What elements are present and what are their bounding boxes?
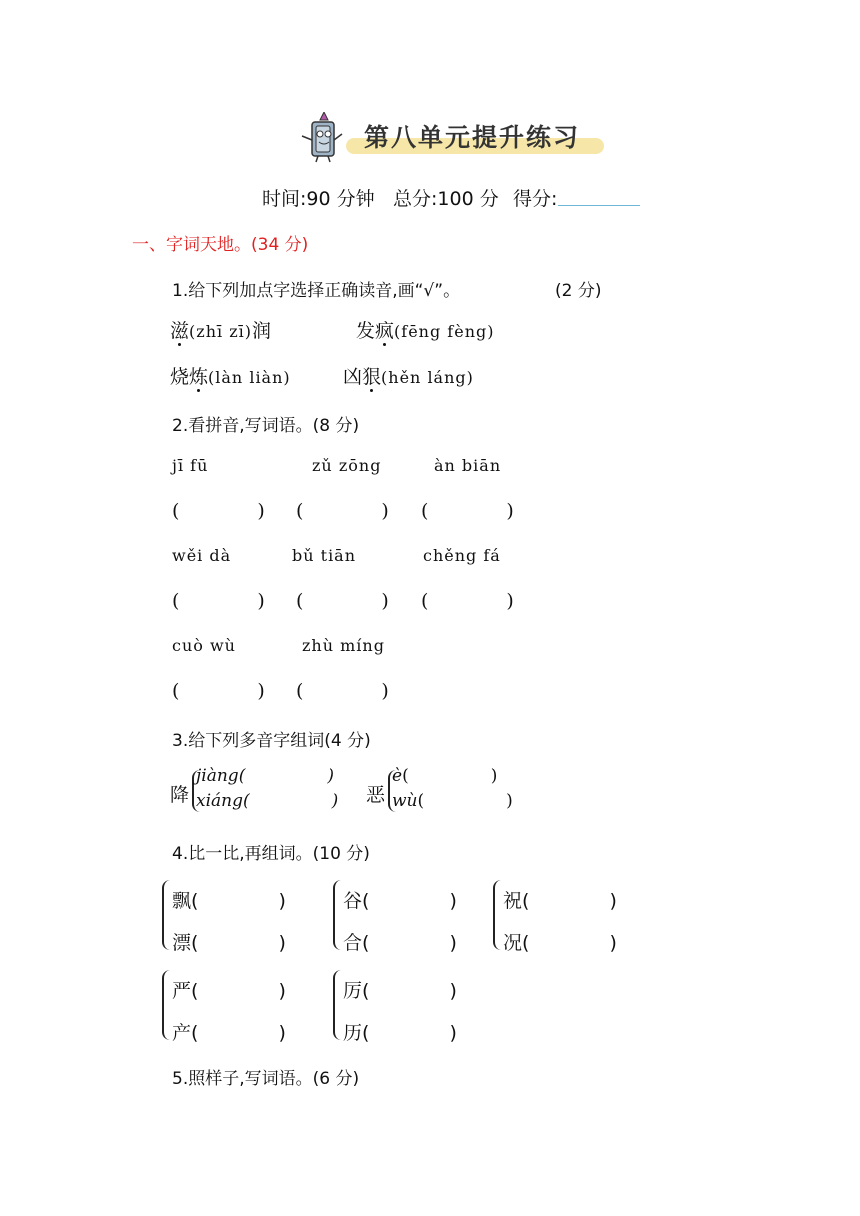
answer-blank[interactable]: ( ) — [296, 680, 389, 702]
brace — [333, 970, 343, 1040]
q1-item-1[interactable]: 滋(zhī zī)润 — [170, 320, 271, 342]
compare-group-4-top[interactable]: 严( ) — [172, 980, 286, 1002]
pinyin-3: àn biān — [434, 456, 502, 475]
time-info: 时间:90 分钟 — [262, 188, 375, 210]
question-4-title: 4.比一比,再组词。(10 分) — [172, 844, 370, 864]
question-1-points: (2 分) — [555, 281, 602, 301]
question-3-title: 3.给下列多音字组词(4 分) — [172, 731, 371, 751]
compare-group-3-bottom[interactable]: 况( ) — [503, 932, 617, 954]
q1-item-3[interactable]: 烧炼(làn liàn) — [170, 366, 291, 388]
pinyin-2: zǔ zōng — [312, 456, 382, 475]
q3-row-2b[interactable]: wù( ) — [392, 791, 513, 811]
brace — [333, 880, 343, 950]
score-blank[interactable] — [558, 205, 640, 206]
question-2-title: 2.看拼音,写词语。(8 分) — [172, 416, 360, 436]
q1-item-2[interactable]: 发疯(fēng fèng) — [356, 320, 495, 342]
q3-row-1a[interactable]: jiàng( ) — [196, 766, 334, 786]
q3-row-2a[interactable]: è( ) — [392, 766, 498, 786]
pinyin-7: cuò wù — [172, 636, 236, 655]
compare-group-3-top[interactable]: 祝( ) — [503, 890, 617, 912]
section-heading: 一、字词天地。(34 分) — [132, 235, 309, 255]
compare-group-5-top[interactable]: 厉( ) — [343, 980, 457, 1002]
question-1-title: 1.给下列加点字选择正确读音,画“√”。 — [172, 281, 461, 301]
answer-blank[interactable]: ( ) — [421, 500, 514, 522]
answer-blank[interactable]: ( ) — [172, 500, 265, 522]
answer-blank[interactable]: ( ) — [172, 590, 265, 612]
brace — [493, 880, 503, 950]
question-5-title: 5.照样子,写词语。(6 分) — [172, 1069, 360, 1089]
score-label: 得分: — [513, 188, 558, 210]
book-mascot-icon — [298, 112, 344, 164]
pinyin-4: wěi dà — [172, 546, 232, 565]
title-banner — [298, 112, 608, 164]
polyphone-char-1: 降 — [170, 784, 190, 806]
total-info: 总分:100 分 — [393, 188, 499, 210]
compare-group-5-bottom[interactable]: 历( ) — [343, 1022, 457, 1044]
answer-blank[interactable]: ( ) — [421, 590, 514, 612]
polyphone-char-2: 恶 — [366, 784, 386, 806]
brace — [162, 970, 172, 1040]
answer-blank[interactable]: ( ) — [172, 680, 265, 702]
page-title: 第八单元提升练习 — [364, 123, 581, 152]
compare-group-2-top[interactable]: 谷( ) — [343, 890, 457, 912]
answer-blank[interactable]: ( ) — [296, 500, 389, 522]
compare-group-2-bottom[interactable]: 合( ) — [343, 932, 457, 954]
compare-group-1-bottom[interactable]: 漂( ) — [172, 932, 286, 954]
brace — [162, 880, 172, 950]
q1-item-4[interactable]: 凶狠(hěn láng) — [343, 366, 474, 388]
pinyin-6: chěng fá — [423, 546, 501, 565]
compare-group-1-top[interactable]: 飘( ) — [172, 890, 286, 912]
answer-blank[interactable]: ( ) — [296, 590, 389, 612]
q3-row-1b[interactable]: xiáng( ) — [196, 791, 339, 811]
pinyin-5: bǔ tiān — [292, 546, 357, 565]
pinyin-1: jī fū — [172, 456, 209, 475]
pinyin-8: zhù míng — [302, 636, 385, 655]
compare-group-4-bottom[interactable]: 产( ) — [172, 1022, 286, 1044]
